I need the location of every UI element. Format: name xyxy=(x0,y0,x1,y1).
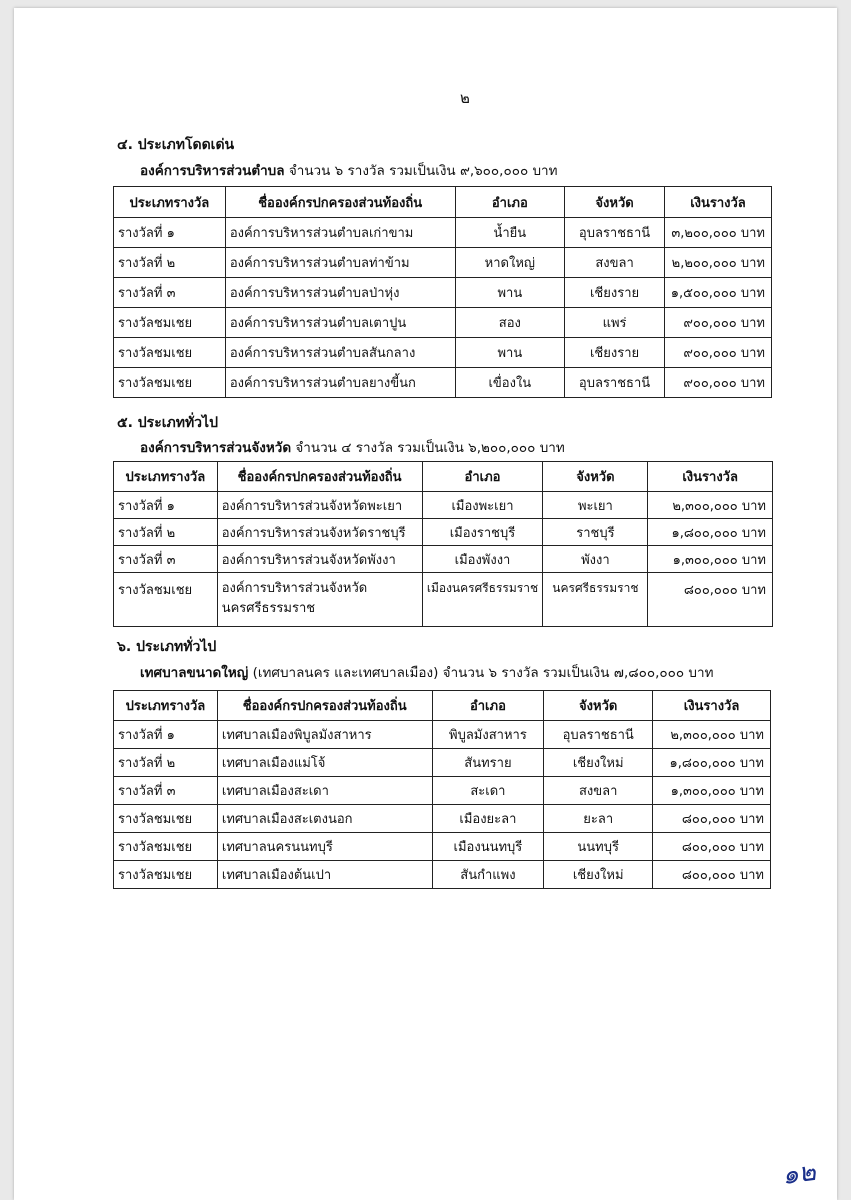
section-6-title: ๖. ประเภททั่วไป xyxy=(117,639,217,655)
table-row xyxy=(114,777,771,805)
prize: ๙๐๐,๐๐๐ บาท xyxy=(664,308,771,338)
district: เมืองยะลา xyxy=(432,805,544,833)
award-type: รางวัลที่ ๑ xyxy=(114,492,218,519)
org-name: องค์การบริหารส่วนจังหวัด นครศรีธรรมราช xyxy=(217,573,422,627)
prize: ๙๐๐,๐๐๐ บาท xyxy=(664,338,771,368)
award-type: รางวัลที่ ๒ xyxy=(114,519,218,546)
district: เมืองนนทบุรี xyxy=(432,833,544,861)
prize: ๒,๓๐๐,๐๐๐ บาท xyxy=(653,721,771,749)
province: ราชบุรี xyxy=(543,519,648,546)
prize: ๑,๓๐๐,๐๐๐ บาท xyxy=(648,546,773,573)
section-5-subtitle-bold: องค์การบริหารส่วนจังหวัด xyxy=(140,440,292,456)
province: อุบลราชธานี xyxy=(544,721,653,749)
header-province: จังหวัด xyxy=(543,462,648,492)
org-name: เทศบาลเมืองสะเดา xyxy=(217,777,432,805)
table-row xyxy=(114,368,772,398)
header-district: อำเภอ xyxy=(455,187,565,218)
table-row xyxy=(114,218,772,248)
award-type: รางวัลที่ ๓ xyxy=(114,546,218,573)
district: เมืองพังงา xyxy=(422,546,543,573)
header-province: จังหวัด xyxy=(565,187,665,218)
award-type: รางวัลชมเชย xyxy=(114,308,226,338)
award-type: รางวัลที่ ๒ xyxy=(114,749,218,777)
award-type: รางวัลที่ ๑ xyxy=(114,721,218,749)
table-row xyxy=(114,278,772,308)
district: พิบูลมังสาหาร xyxy=(432,721,544,749)
district: เมืองนครศรีธรรมราช xyxy=(422,573,543,627)
section-5-subtitle xyxy=(140,436,565,458)
award-type: รางวัลที่ ๓ xyxy=(114,278,226,308)
section-5-table xyxy=(113,461,773,627)
section-5-title: ๕. ประเภททั่วไป xyxy=(117,415,218,431)
document-page xyxy=(14,8,837,1200)
district: พาน xyxy=(455,278,565,308)
org-name: องค์การบริหารส่วนตำบลท่าข้าม xyxy=(225,248,455,278)
province: พังงา xyxy=(543,546,648,573)
table-row xyxy=(114,308,772,338)
province: พะเยา xyxy=(543,492,648,519)
table-header-row xyxy=(114,691,771,721)
prize: ๒,๓๐๐,๐๐๐ บาท xyxy=(648,492,773,519)
org-name: องค์การบริหารส่วนตำบลเก่าขาม xyxy=(225,218,455,248)
section-6-subtitle-bold: เทศบาลขนาดใหญ่ xyxy=(140,665,249,681)
handwritten-page-note: ๑๒ xyxy=(780,1156,818,1192)
header-prize: เงินรางวัล xyxy=(648,462,773,492)
table-row xyxy=(114,833,771,861)
district: พาน xyxy=(455,338,565,368)
prize: ๘๐๐,๐๐๐ บาท xyxy=(648,573,773,627)
org-name: องค์การบริหารส่วนตำบลเตาปูน xyxy=(225,308,455,338)
prize: ๘๐๐,๐๐๐ บาท xyxy=(653,805,771,833)
award-type: รางวัลชมเชย xyxy=(114,805,218,833)
table-row xyxy=(114,749,771,777)
province: ยะลา xyxy=(544,805,653,833)
org-name: องค์การบริหารส่วนตำบลสันกลาง xyxy=(225,338,455,368)
prize: ๑,๘๐๐,๐๐๐ บาท xyxy=(648,519,773,546)
org-name: เทศบาลเมืองสะเตงนอก xyxy=(217,805,432,833)
table-row xyxy=(114,546,773,573)
section-5-subtitle-rest: จำนวน ๔ รางวัล รวมเป็นเงิน ๖,๒๐๐,๐๐๐ บาท xyxy=(291,440,565,456)
table-row xyxy=(114,248,772,278)
section-6-table xyxy=(113,690,771,889)
prize: ๑,๘๐๐,๐๐๐ บาท xyxy=(653,749,771,777)
section-6-subtitle xyxy=(140,661,713,683)
header-award-type: ประเภทรางวัล xyxy=(114,462,218,492)
table-header-row xyxy=(114,187,772,218)
province: เชียงใหม่ xyxy=(544,861,653,889)
header-org-name: ชื่อองค์กรปกครองส่วนท้องถิ่น xyxy=(225,187,455,218)
header-org-name: ชื่อองค์กรปกครองส่วนท้องถิ่น xyxy=(217,462,422,492)
header-prize: เงินรางวัล xyxy=(653,691,771,721)
province: นครศรีธรรมราช xyxy=(543,573,648,627)
table-header-row xyxy=(114,462,773,492)
org-name: เทศบาลเมืองพิบูลมังสาหาร xyxy=(217,721,432,749)
header-org-name: ชื่อองค์กรปกครองส่วนท้องถิ่น xyxy=(217,691,432,721)
province: เชียงราย xyxy=(565,338,665,368)
prize: ๒,๒๐๐,๐๐๐ บาท xyxy=(664,248,771,278)
award-type: รางวัลที่ ๑ xyxy=(114,218,226,248)
district: สอง xyxy=(455,308,565,338)
province: อุบลราชธานี xyxy=(565,368,665,398)
province: นนทบุรี xyxy=(544,833,653,861)
province: เชียงราย xyxy=(565,278,665,308)
prize: ๓,๒๐๐,๐๐๐ บาท xyxy=(664,218,771,248)
table-row xyxy=(114,861,771,889)
prize: ๘๐๐,๐๐๐ บาท xyxy=(653,861,771,889)
org-name: องค์การบริหารส่วนตำบลยางขี้นก xyxy=(225,368,455,398)
district: สะเดา xyxy=(432,777,544,805)
district: เขื่องใน xyxy=(455,368,565,398)
award-type: รางวัลชมเชย xyxy=(114,861,218,889)
province: เชียงใหม่ xyxy=(544,749,653,777)
header-district: อำเภอ xyxy=(432,691,544,721)
section-4-subtitle-rest: จำนวน ๖ รางวัล รวมเป็นเงิน ๙,๖๐๐,๐๐๐ บาท xyxy=(284,163,558,179)
header-province: จังหวัด xyxy=(544,691,653,721)
province: อุบลราชธานี xyxy=(565,218,665,248)
prize: ๑,๕๐๐,๐๐๐ บาท xyxy=(664,278,771,308)
org-name: องค์การบริหารส่วนจังหวัดพะเยา xyxy=(217,492,422,519)
prize: ๘๐๐,๐๐๐ บาท xyxy=(653,833,771,861)
district: สันทราย xyxy=(432,749,544,777)
table-row xyxy=(114,338,772,368)
page-number: ๒ xyxy=(460,89,470,107)
section-4-table xyxy=(113,186,772,398)
table-row xyxy=(114,721,771,749)
table-row xyxy=(114,519,773,546)
province: สงขลา xyxy=(544,777,653,805)
section-4-title: ๔. ประเภทโดดเด่น xyxy=(117,137,235,153)
award-type: รางวัลชมเชย xyxy=(114,368,226,398)
award-type: รางวัลที่ ๓ xyxy=(114,777,218,805)
table-row xyxy=(114,805,771,833)
prize: ๙๐๐,๐๐๐ บาท xyxy=(664,368,771,398)
header-district: อำเภอ xyxy=(422,462,543,492)
header-award-type: ประเภทรางวัล xyxy=(114,187,226,218)
award-type: รางวัลชมเชย xyxy=(114,833,218,861)
award-type: รางวัลชมเชย xyxy=(114,573,218,627)
section-4-subtitle-bold: องค์การบริหารส่วนตำบล xyxy=(140,163,285,179)
org-name: เทศบาลเมืองแม่โจ้ xyxy=(217,749,432,777)
province: แพร่ xyxy=(565,308,665,338)
org-name: เทศบาลนครนนทบุรี xyxy=(217,833,432,861)
org-name: องค์การบริหารส่วนจังหวัดพังงา xyxy=(217,546,422,573)
org-name: องค์การบริหารส่วนตำบลป่าหุ่ง xyxy=(225,278,455,308)
section-6-subtitle-rest: (เทศบาลนคร และเทศบาลเมือง) จำนวน ๖ รางวัล รวมเป็นเงิน ๗,๘๐๐,๐๐๐ บาท xyxy=(248,665,714,681)
district: หาดใหญ่ xyxy=(455,248,565,278)
district: เมืองราชบุรี xyxy=(422,519,543,546)
header-award-type: ประเภทรางวัล xyxy=(114,691,218,721)
table-row xyxy=(114,492,773,519)
province: สงขลา xyxy=(565,248,665,278)
org-name: เทศบาลเมืองต้นเปา xyxy=(217,861,432,889)
prize: ๑,๓๐๐,๐๐๐ บาท xyxy=(653,777,771,805)
section-4-subtitle xyxy=(140,159,558,181)
award-type: รางวัลที่ ๒ xyxy=(114,248,226,278)
district: เมืองพะเยา xyxy=(422,492,543,519)
org-name: องค์การบริหารส่วนจังหวัดราชบุรี xyxy=(217,519,422,546)
award-type: รางวัลชมเชย xyxy=(114,338,226,368)
district: น้ำยืน xyxy=(455,218,565,248)
header-prize: เงินรางวัล xyxy=(664,187,771,218)
table-row xyxy=(114,573,773,627)
district: สันกำแพง xyxy=(432,861,544,889)
